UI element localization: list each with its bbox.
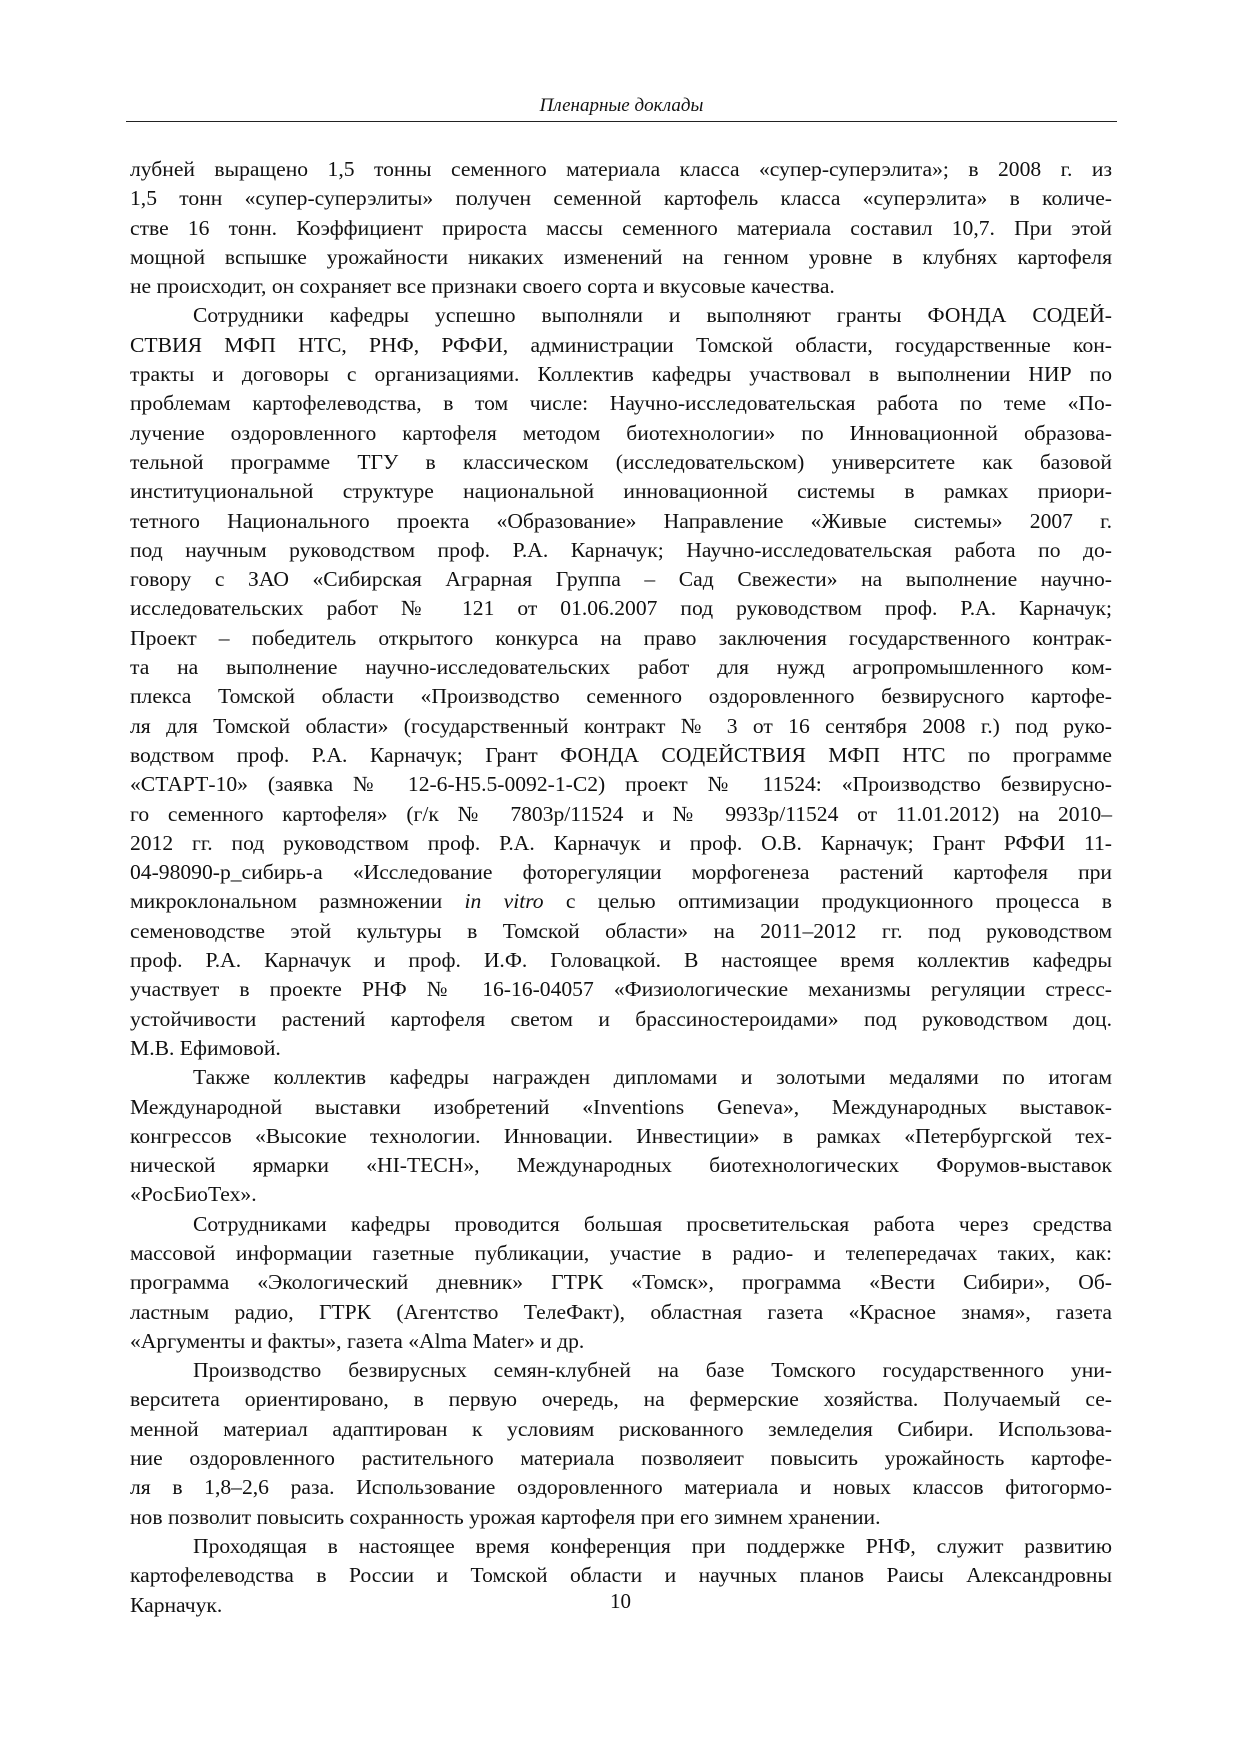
body-text — [130, 155, 1112, 1620]
text-line: Сотрудники кафедры успешно выполняли и выполняют гранты ФОНДА СОДЕЙ- — [193, 303, 1112, 328]
text-line: исследовательских работ № 121 от 01.06.2007 под руководством проф. Р.А. Карначук; — [130, 596, 1112, 621]
text-line: «РосБиоТех». — [130, 1182, 257, 1207]
text-line: Также коллектив кафедры награжден дипломами и золотыми медалями по итогам — [193, 1065, 1112, 1090]
text-line: водством проф. Р.А. Карначук; Грант ФОНДА СОДЕЙСТВИЯ МФП НТС по программе — [130, 742, 1112, 767]
paragraph — [130, 301, 1112, 1063]
text-line: 2012 гг. под руководством проф. Р.А. Карначук и проф. О.В. Карначук; Грант РФФИ 11- — [130, 830, 1112, 855]
text-line: конгрессов «Высокие технологии. Инновации. Инвестиции» в рамках «Петербургской тех- — [130, 1123, 1112, 1148]
text-line: Проходящая в настоящее время конференция при поддержке РНФ, служит развитию — [193, 1533, 1112, 1558]
text-line: «СТАРТ-10» (заявка № 12-6-Н5.5-0092-1-С2) проект № 11524: «Производство безвирусно- — [130, 772, 1112, 797]
text-line: ние оздоровленного растительного материала позволяеит повысить урожайность картофе- — [130, 1446, 1112, 1471]
text-line: проблемам картофелеводства, в том числе: Научно-исследовательская работа по теме «По- — [130, 391, 1112, 416]
paragraph — [130, 1210, 1112, 1356]
text-line: устойчивости растений картофеля светом и брассиностероидами» под руководством доц. — [130, 1006, 1112, 1031]
text-line: «Аргументы и факты», газета «Alma Mater» и др. — [130, 1328, 585, 1353]
text-line: мощной вспышке урожайности никаких изменений на генном уровне в клубнях картофеля — [130, 244, 1112, 269]
text-line: тетного Национального проекта «Образование» Направление «Живые системы» 2007 г. — [130, 508, 1112, 533]
text-line: нической ярмарки «HI-TECH», Международных биотехнологических Форумов-выставок — [130, 1153, 1112, 1178]
text-line: Производство безвирусных семян-клубней на базе Томского государственного уни- — [193, 1358, 1112, 1383]
running-header: Пленарные доклады — [539, 95, 704, 116]
text-line: менной материал адаптирован к условиям рискованного земледелия Сибири. Использова- — [130, 1416, 1112, 1441]
text-line: лучение оздоровленного картофеля методом биотехнологии» по Инновационной образова- — [130, 420, 1112, 445]
text-line: 04-98090-р_сибирь-а «Исследование фоторегуляции морфогенеза растений картофеля при — [130, 860, 1112, 885]
text-line: Международной выставки изобретений «Inventions Geneva», Международных выставок- — [130, 1094, 1112, 1119]
text-line: под научным руководством проф. Р.А. Карначук; Научно-исследовательская работа по до- — [130, 537, 1112, 562]
paragraph — [130, 1063, 1112, 1209]
text-line: Проект – победитель открытого конкурса на право заключения государственного контрак- — [130, 625, 1112, 650]
page-number: 10 — [610, 1589, 631, 1613]
text-line: массовой информации газетные публикации, участие в радио- и телепередачах таких, как: — [130, 1240, 1112, 1265]
text-line: ластным радио, ГТРК (Агентство ТелеФакт), областная газета «Красное знамя», газета — [130, 1299, 1112, 1324]
header-divider — [126, 121, 1117, 122]
text-line: ля в 1,8–2,6 раза. Использование оздоровленного материала и новых классов фитогормо- — [130, 1475, 1112, 1500]
paragraph — [130, 155, 1112, 301]
text-line: не происходит, он сохраняет все признаки своего сорта и вкусовые качества. — [130, 274, 835, 299]
text-line: го семенного картофеля» (г/к № 7803р/11524 и № 9933р/11524 от 11.01.2012) на 2010– — [130, 801, 1112, 826]
text-line: М.В. Ефимовой. — [130, 1035, 281, 1060]
text-line: та на выполнение научно-исследовательских работ для нужд агропромышленного ком- — [130, 655, 1112, 680]
text-line: говору с ЗАО «Сибирская Аграрная Группа – Сад Свежести» на выполнение научно- — [130, 567, 1112, 592]
text-line: лубней выращено 1,5 тонны семенного материала класса «супер-суперэлита»; в 2008 г. из — [130, 157, 1112, 181]
text-line: ля для Томской области» (государственный контракт № 3 от 16 сентября 2008 г.) под руко- — [130, 713, 1112, 738]
text-line: Сотрудниками кафедры проводится большая просветительская работа через средства — [193, 1211, 1112, 1236]
text-line: проф. Р.А. Карначук и проф. И.Ф. Головацкой. В настоящее время коллектив кафедры — [130, 948, 1112, 973]
text-line: тельной программе ТГУ в классическом (исследовательском) университете как базовой — [130, 449, 1112, 474]
text-line: картофелеводства в России и Томской области и научных планов Раисы Александровны — [130, 1563, 1112, 1588]
text-line: Карначук. — [130, 1592, 223, 1617]
paragraph — [130, 1356, 1112, 1532]
text-line: участвует в проекте РНФ № 16-16-04057 «Физиологические механизмы регуляции стресс- — [130, 977, 1112, 1002]
text-line: тракты и договоры с организациями. Коллектив кафедры участвовал в выполнении НИР по — [130, 362, 1112, 387]
text-line: 1,5 тонн «супер-суперэлиты» получен семенной картофель класса «суперэлита» в количе- — [130, 186, 1112, 211]
text-line: плекса Томской области «Производство семенного оздоровленного безвирусного картофе- — [130, 684, 1112, 709]
text-line: СТВИЯ МФП НТС, РНФ, РФФИ, администрации Томской области, государственные кон- — [130, 332, 1112, 357]
text-line: стве 16 тонн. Коэффициент прироста массы семенного материала составил 10,7. При этой — [130, 215, 1112, 240]
text-line: программа «Экологический дневник» ГТРК «Томск», программа «Вести Сибири», Об- — [130, 1270, 1112, 1295]
text-line: семеноводстве этой культуры в Томской области» на 2011–2012 гг. под руководством — [130, 918, 1112, 943]
text-line: нов позволит повысить сохранность урожая картофеля при его зимнем хранении. — [130, 1504, 881, 1529]
text-line: микроклональном размножении in vitro с целью оптимизации продукционного процесса в — [130, 889, 1112, 914]
text-line: институциональной структуре национальной инновационной системы в рамках приори- — [130, 479, 1112, 504]
text-line: верситета ориентировано, в первую очередь, на фермерские хозяйства. Получаемый се- — [130, 1387, 1112, 1412]
